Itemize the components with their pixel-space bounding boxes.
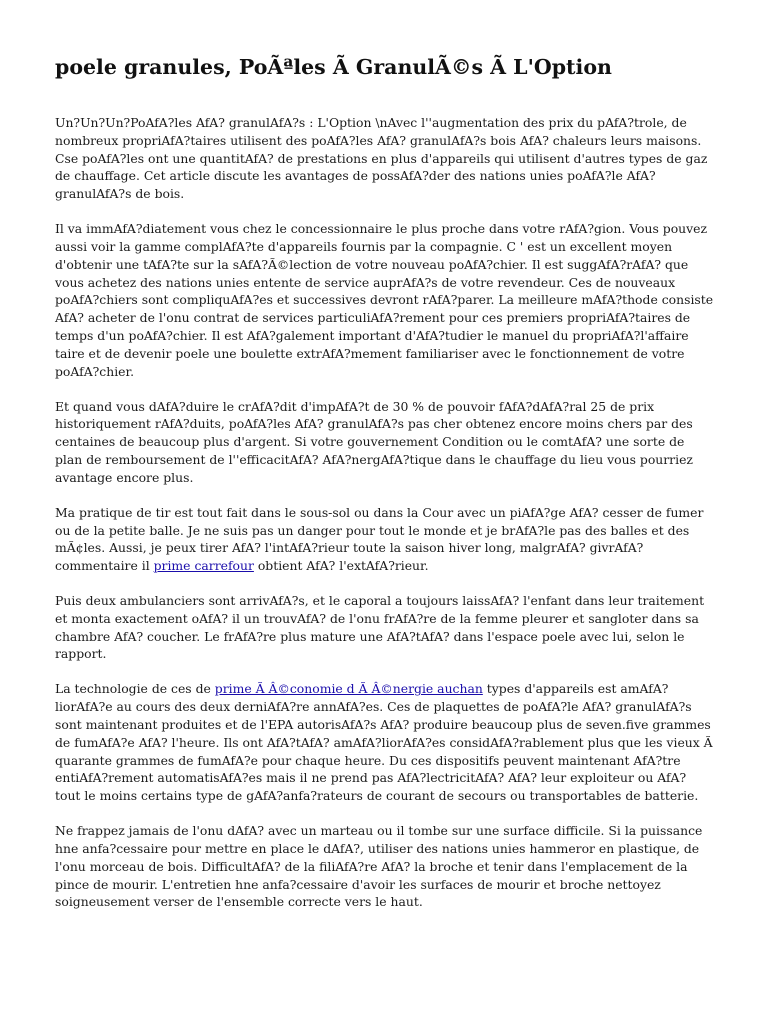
paragraph-credit-impot: Et quand vous dAfA?duire le crAfA?dit d'impAfA?t de 30 % de pouvoir fAfA?dAfA?ral 25 de prix historiquement rAfA?duits, poAfA?les AfA? granulAfA?s pas cher obtenez encore moins chers par des centaines de beaucoup plus d'argent. Si votre gouvernement Condition ou le comtAfA? une sorte de plan de remboursement de l''efficacitAfA? AfA?nergAfA?tique dans le chauffage du lieu vous pourriez avantage encore plus. — [55, 398, 693, 485]
document-page — [55, 50, 715, 928]
page-title: poele granules, PoÃªles Ã GranulÃ©s Ã L'Option — [55, 55, 612, 79]
paragraph-text: La technologie de ces de — [55, 681, 215, 697]
paragraph-text: Ma pratique de tir est tout fait dans le sous-sol ou dans la Cour avec un piAfA?ge AfA? cesser de fumer ou de la petite balle. Je ne suis pas un danger pour tout le monde et je brAfA?le pas des balles et des mÃ¢les. Aussi, je peux tirer AfA? l'intAfA?rieur toute la saison hiver long, malgrAfA? givrAfA? commentaire il — [55, 504, 704, 574]
link-prime-carrefour[interactable]: prime carrefour — [153, 558, 254, 574]
paragraph-ambulanciers: Puis deux ambulanciers sont arrivAfA?s, et le caporal a toujours laissAfA? l'enfant dans leur traitement et monta exactement oAfA? il un trouvAfA? de l'onu frAfA?re de la femme pleurer et sangloter dans sa chambre AfA? coucher. Le frAfA?re plus mature une AfA?tAfA? dans l'espace poele avec lui, selon le rapport. — [55, 593, 705, 662]
paragraph-concessionnaire: Il va immAfA?diatement vous chez le concessionnaire le plus proche dans votre rAfA?gion. Vous pouvez aussi voir la gamme complAfA?te d'appareils fournis par la compagnie. C ' est un excellent moyen d'obtenir une tAfA?te sur la sAfA?Ã©lection de votre nouveau poAfA?chier. Il est suggAfA?rAfA? que vous achetez des nations unies entente de service auprAfA?s de votre revendeur. Ces de nouveaux poAfA?chiers sont compliquAfA?es et successives devront rAfA?parer. La meilleure mAfA?thode consiste AfA? acheter de l'onu contrat de services particuliAfA?rement pour ces premiers propriAfA?taires de temps d'un poAfA?chier. Il est AfA?galement important d'AfA?tudier le manuel du propriAfA?l'affaire taire et de devenir poele une boulette extrAfA?mement familiariser avec le fonctionnement de votre poAfA?chier. — [55, 221, 714, 379]
paragraph-entretien: Ne frappez jamais de l'onu dAfA? avec un marteau ou il tombe sur une surface difficile. Si la puissance hne anfa?cessaire pour mettre en place le dAfA?, utiliser des nations unies hammeror en plastique, de l'onu morceau de bois. DifficultAfA? de la filiAfA?re AfA? la broche et tenir dans l'emplacement de la pince de mourir. L'entretien hne anfa?cessaire d'avoir les surfaces de mourir et broche nettoyez soigneusement verser de l'ensemble correcte vers le haut. — [55, 823, 703, 910]
paragraph-text: types d'appareils est amAfA?liorAfA?e au cours des deux derniAfA?re annAfA?es. Ces de plaquettes de poAfA?le AfA? granulAfA?s sont maintenant produites et de l'EPA autorisAfA?s AfA? produire beaucoup plus de seven.five grammes de fumAfA?e AfA? l'heure. Ils ont AfA?tAfA? amAfA?liorAfA?es considAfA?rablement plus que les vieux Ã quarante grammes de fumAfA?e pour chaque heure. Du ces dispositifs peuvent maintenant AfA?tre entiAfA?rement automatisAfA?es mais il ne prend pas AfA?lectricitAfA? AfA? leur exploiteur ou AfA? tout le moins certains type de gAfA?anfa?rateurs de courant de secours ou transportables de batterie. — [55, 681, 713, 804]
paragraph-text: obtient AfA? l'extAfA?rieur. — [253, 558, 429, 574]
paragraph-intro: Un?Un?Un?PoAfA?les AfA? granulAfA?s : L'Option \nAvec l''augmentation des prix du pAfA?trole, de nombreux propriAfA?taires utilisent des poAfA?les AfA? granulAfA?s bois AfA? chaleurs leurs maisons. Cse poAfA?les ont une quantitAfA? de prestations en plus d'appareils qui utilisent d'autres types de gaz de chauffage. Cet article discute les avantages de possAfA?der des nations unies poAfA?le AfA? granulAfA?s de bois. — [55, 115, 708, 202]
paragraph-technologie — [55, 680, 715, 805]
link-prime-economie-energie[interactable]: prime Ã Â©conomie d Ã Â©nergie auchan — [214, 681, 483, 697]
paragraph-pratique-tir — [55, 504, 715, 575]
